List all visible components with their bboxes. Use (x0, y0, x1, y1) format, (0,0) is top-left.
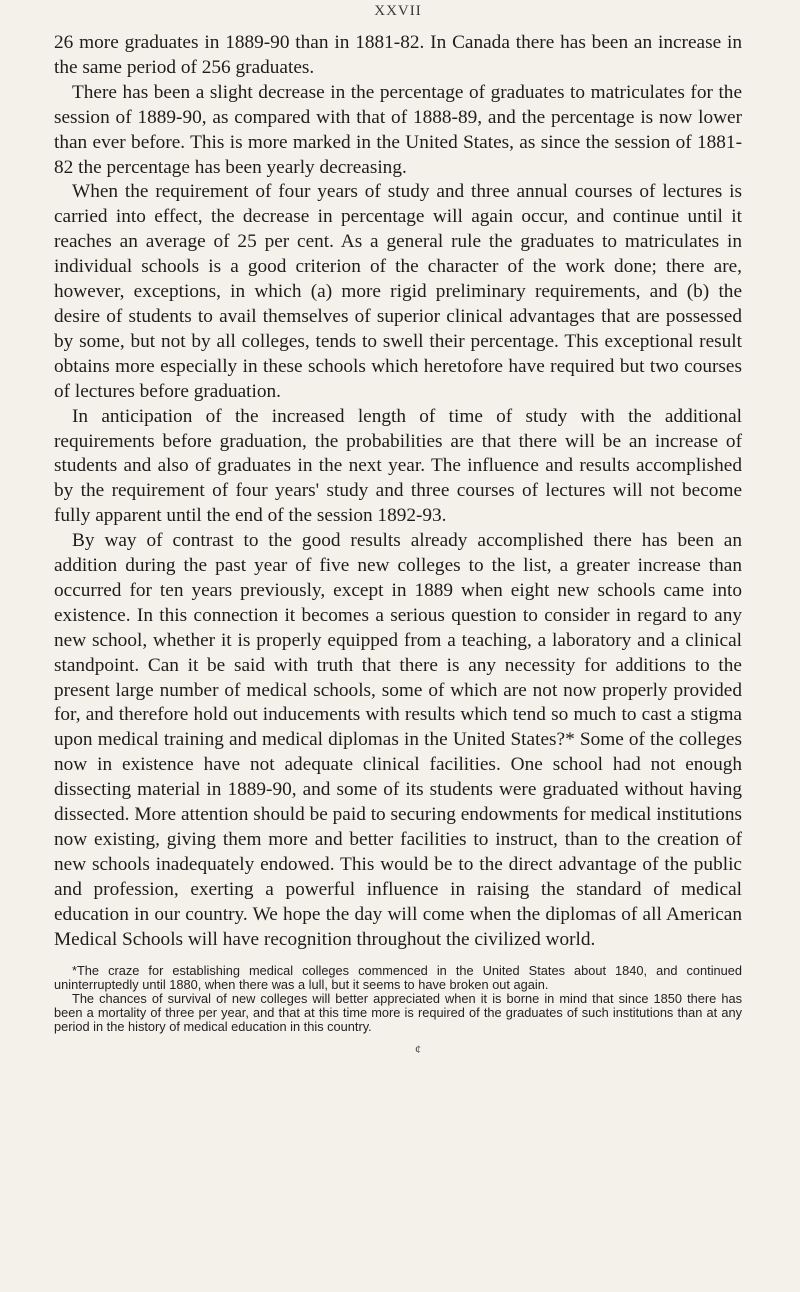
stray-mark: ¢ (415, 1041, 421, 1056)
body-text (54, 31, 742, 953)
page-number-header: XXVII (374, 3, 422, 19)
paragraph-4: In anticipation of the increased length of time of study with the additional requirements before graduation, the probabilities are that there will be an increase of students and also of graduates in the next year. The influence and results accomplished by the requirement of four years' study and three courses of lectures will not become fully apparent until the end of the session 1892-93. (54, 405, 742, 527)
paragraph-2: There has been a slight decrease in the percentage of graduates to matriculates for the session of 1889-90, as compared with that of 1888-89, and the percentage is now lower than ever before. This is more marked in the United States, as since the session of 1881-82 the percentage has been yearly decreasing. (54, 81, 742, 178)
footnote-1: *The craze for establishing medical colleges commenced in the United States about 1840, and continued uninterruptedly until 1880, when there was a lull, but it seems to have broken out again. (54, 962, 742, 992)
paragraph-3: When the requirement of four years of study and three annual courses of lectures is carried into effect, the decrease in percentage will again occur, and continue until it reaches an average of 25 per cent. As a general rule the graduates to matriculates in individual schools is a good criterion of the character of the work done; there are, however, exceptions, in which (a) more rigid preliminary requirements, and (b) the desire of students to avail themselves of superior clinical advantages that are possessed by some, but not by all colleges, tends to swell their percentage. This exceptional result obtains more especially in these schools which heretofore have required but two courses of lectures before graduation. (54, 181, 742, 402)
paragraph-5: By way of contrast to the good results already accomplished there has been an addition during the past year of five new colleges to the list, a greater increase than occurred for ten years previously, except in 1889 when eight new schools came into existence. In this connection it becomes a serious question to consider in regard to any new school, whether it is properly equipped from a teaching, a laboratory and a clinical standpoint. Can it be said with truth that there is any necessity for additions to the present large number of medical schools, some of which are not now properly provided for, and therefore hold out inducements with results which tend so much to cast a stigma upon medical training and medical diplomas in the United States?* Some of the colleges now in existence have not adequate clinical facilities. One school had not enough dissecting material in 1889-90, and some of its students were graduated without having dissected. More attention should be paid to securing endowments for medical institutions now existing, giving them more and better facilities to instruct, than to the creation of new schools inadequately endowed. This would be to the direct advantage of the public and profession, exerting a powerful influence in raising the standard of medical education in our country. We hope the day will come when the diplomas of all American Medical Schools will have recognition throughout the civilized world. (54, 530, 742, 950)
footnotes (54, 964, 742, 1034)
footnote-2: The chances of survival of new colleges will better appreciated when it is borne in mind that since 1850 there has been a mortality of three per year, and that at this time more is required of the graduates of such institutions than at any period in the history of medical education in this country. (54, 990, 742, 1034)
paragraph-1: 26 more graduates in 1889-90 than in 1881-82. In Canada there has been an increase in the same period of 256 graduates. (54, 32, 742, 78)
